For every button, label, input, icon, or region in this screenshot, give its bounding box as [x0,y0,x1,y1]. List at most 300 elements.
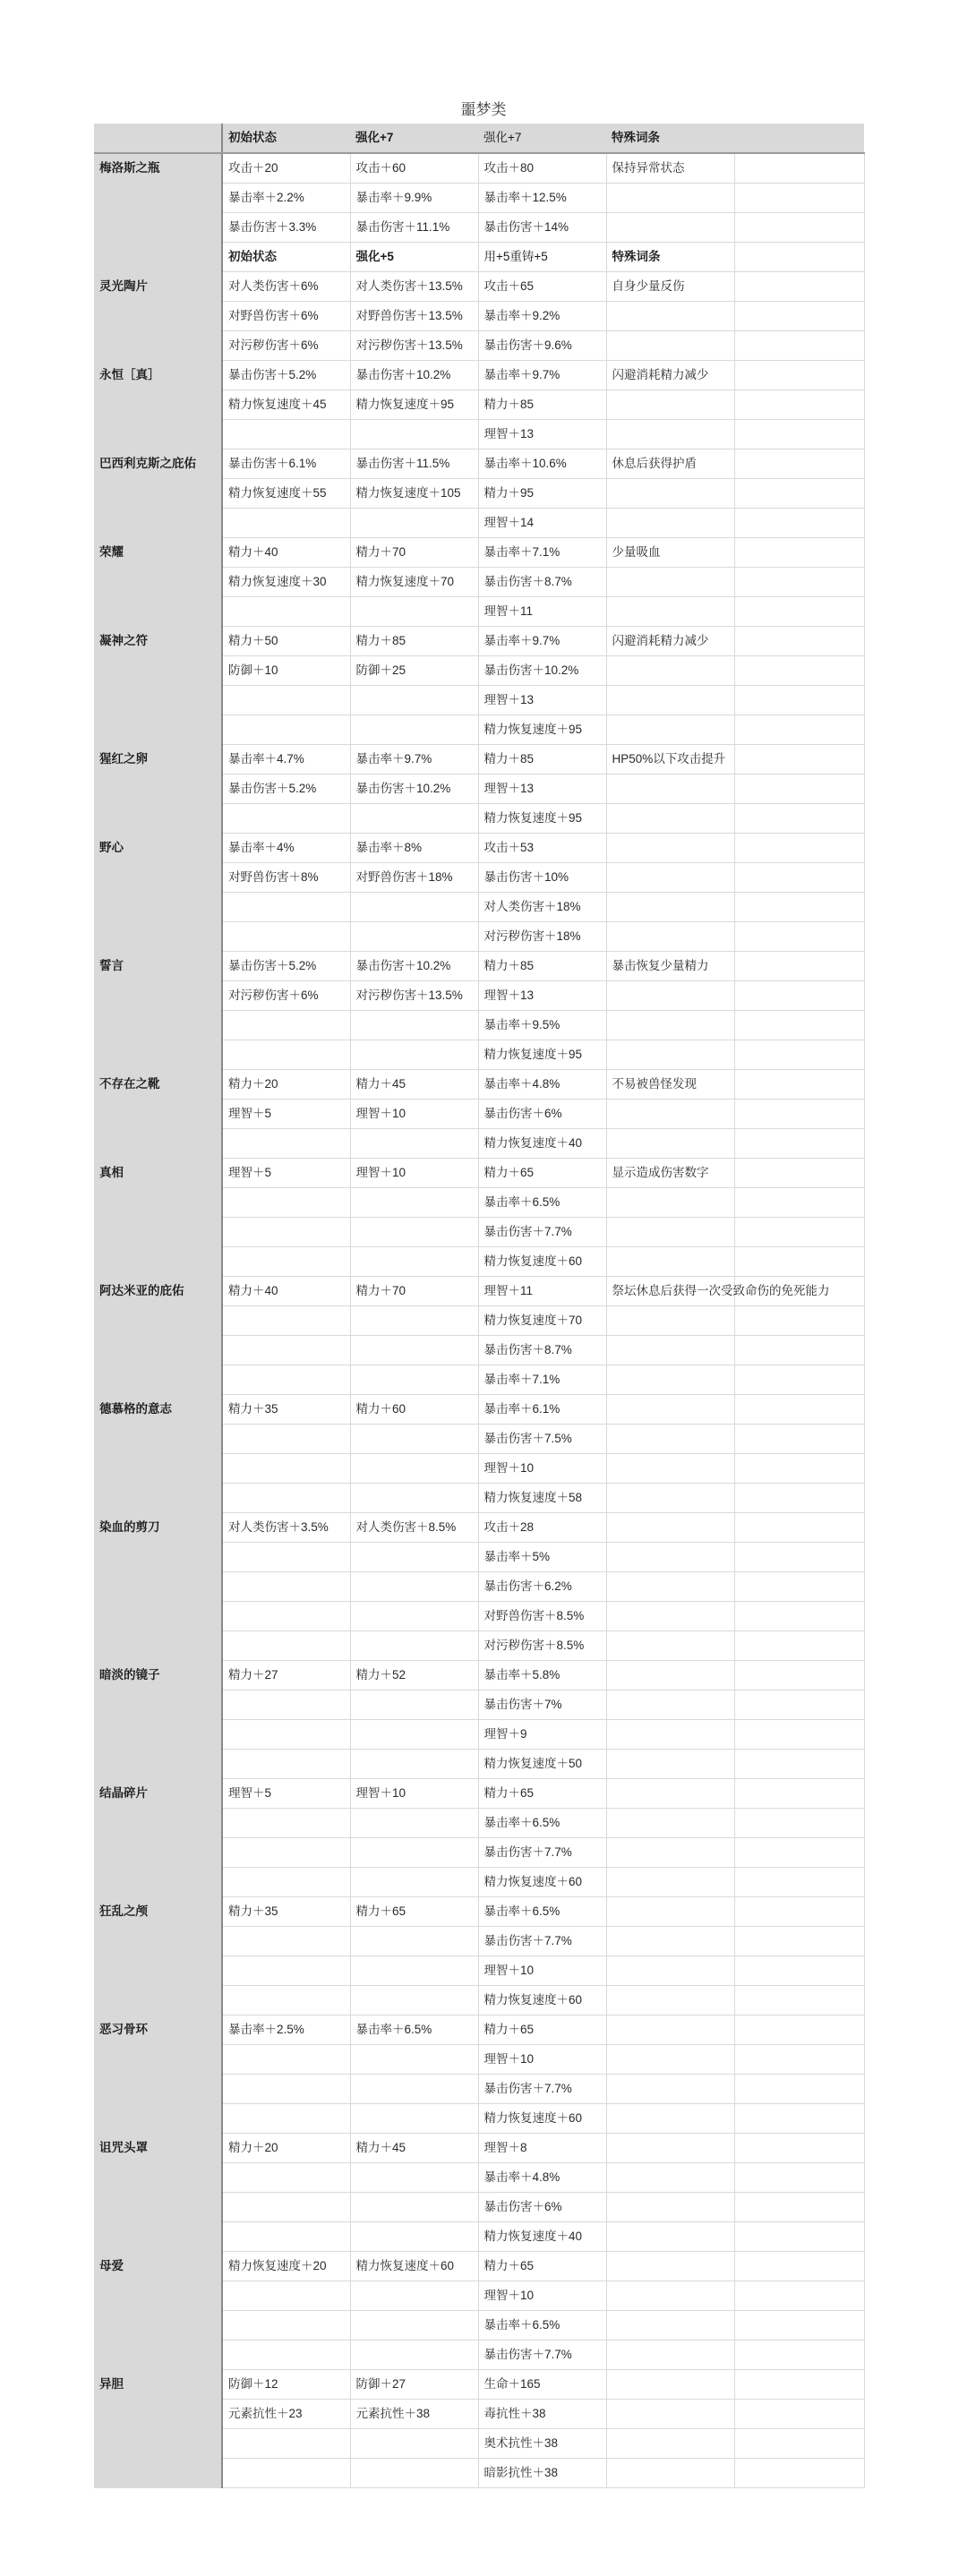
stat-cell: 精力恢复速度＋70 [478,1306,606,1336]
stat-cell [606,420,734,449]
stat-cell: 理智＋8 [478,2134,606,2163]
stat-cell: 精力恢复速度＋60 [350,2252,478,2281]
stat-cell [350,420,478,449]
header-cell: 强化+7 [478,124,606,153]
stat-cell [734,272,864,302]
stat-cell [606,715,734,745]
stat-cell [222,1425,350,1454]
stat-cell [222,2459,350,2488]
stat-cell [350,1809,478,1838]
nightmare-table [94,124,865,2488]
stat-cell: 精力＋45 [350,2134,478,2163]
stat-cell [350,1543,478,1572]
stat-cell: 暴击伤害＋6% [478,1100,606,1129]
table-row [94,1395,864,1425]
item-name: 异胆 [94,2370,222,2488]
stat-cell [734,1720,864,1750]
item-name: 阿达米亚的庇佑 [94,1277,222,1395]
stat-cell: 精力恢复速度＋60 [478,1868,606,1897]
stat-cell: 精力恢复速度＋60 [478,1247,606,1277]
table-row [94,745,864,775]
stat-cell [222,1690,350,1720]
stat-cell [734,1100,864,1129]
stat-cell: 不易被兽怪发现 [606,1070,734,1100]
stat-cell: 暴击伤害＋5.2% [222,361,350,390]
stat-cell: 理智＋10 [350,1100,478,1129]
stat-cell [734,597,864,627]
stat-cell [222,1572,350,1602]
stat-cell: 闪避消耗精力减少 [606,627,734,656]
stat-cell [222,2075,350,2104]
stat-cell: 精力恢复速度＋55 [222,479,350,509]
stat-cell [350,804,478,834]
stat-cell [734,627,864,656]
stat-cell [734,479,864,509]
item-name: 德慕格的意志 [94,1395,222,1513]
stat-cell [734,331,864,361]
stat-cell [222,1247,350,1277]
stat-cell: 暴击伤害＋6.1% [222,449,350,479]
stat-cell: 暴击伤害＋7.7% [478,1218,606,1247]
stat-cell [222,1454,350,1484]
stat-cell [734,568,864,597]
stat-cell: 精力恢复速度＋60 [478,2104,606,2134]
stat-cell [606,2459,734,2488]
stat-cell [606,1543,734,1572]
stat-cell [350,1336,478,1365]
stat-cell [606,1395,734,1425]
stat-cell [222,2341,350,2370]
stat-cell: 精力恢复速度＋95 [478,1040,606,1070]
table-row [94,2252,864,2281]
stat-cell: 暴击率＋6.5% [350,2015,478,2045]
header-cell: 强化+7 [350,124,478,153]
item-name: 猩红之卵 [94,745,222,834]
stat-cell: 暴击伤害＋9.6% [478,331,606,361]
stat-cell [350,2459,478,2488]
stat-cell: 暴击伤害＋10% [478,863,606,893]
stat-cell [606,1986,734,2015]
stat-cell [606,1040,734,1070]
stat-cell [350,597,478,627]
stat-cell: 对人类伤害＋6% [222,272,350,302]
item-name: 恶习骨环 [94,2015,222,2134]
stat-cell [734,1543,864,1572]
stat-cell: 精力恢复速度＋45 [222,390,350,420]
stat-cell: 精力恢复速度＋50 [478,1750,606,1779]
page-title: 噩梦类 [460,101,507,118]
stat-cell: 精力＋85 [478,390,606,420]
stat-cell: 暴击率＋8% [350,834,478,863]
stat-cell [734,893,864,922]
stat-cell [606,1336,734,1365]
stat-cell [350,2429,478,2459]
stat-cell [350,1218,478,1247]
stat-cell: 暴击率＋6.5% [478,2311,606,2341]
stat-cell [734,1425,864,1454]
stat-cell [606,1809,734,1838]
stat-cell: 暴击率＋6.5% [478,1188,606,1218]
stat-cell: 对人类伤害＋18% [478,893,606,922]
table-row [94,2370,864,2400]
stat-cell: 对野兽伤害＋18% [350,863,478,893]
stat-cell [734,1572,864,1602]
stat-cell: 暴击伤害＋10.2% [350,952,478,981]
stat-cell [606,656,734,686]
stat-cell [734,1750,864,1779]
table-row [94,1070,864,1100]
stat-cell: 精力恢复速度＋105 [350,479,478,509]
stat-cell [734,1809,864,1838]
stat-cell: 暴击率＋7.1% [478,538,606,568]
stat-cell: 理智＋13 [478,775,606,804]
stat-cell [222,1868,350,1897]
stat-cell: 精力＋60 [350,1395,478,1425]
stat-cell [350,1425,478,1454]
stat-cell: 精力＋70 [350,1277,478,1306]
stat-cell [734,1129,864,1159]
stat-cell [734,2045,864,2075]
stat-cell: 理智＋9 [478,1720,606,1750]
stat-cell [606,1956,734,1986]
stat-cell [734,1897,864,1927]
table-row [94,1779,864,1809]
stat-cell [222,1040,350,1070]
stat-cell: 暴击率＋4.7% [222,745,350,775]
stat-cell [734,715,864,745]
stat-cell: 精力恢复速度＋60 [478,1986,606,2015]
stat-cell [350,2311,478,2341]
stat-cell [734,1513,864,1543]
stat-cell: 防御＋12 [222,2370,350,2400]
stat-cell [606,1927,734,1956]
stat-cell [734,1159,864,1188]
item-name: 永恒［真］ [94,361,222,449]
stat-cell: 生命＋165 [478,2370,606,2400]
stat-cell [222,715,350,745]
item-name: 誓言 [94,952,222,1070]
table-row [94,1513,864,1543]
table-row [94,952,864,981]
stat-cell: 攻击＋60 [350,153,478,184]
stat-cell: 毒抗性＋38 [478,2400,606,2429]
stat-cell [350,1986,478,2015]
stat-cell [350,1306,478,1336]
stat-cell [734,2015,864,2045]
stat-cell [350,922,478,952]
stat-cell [350,2281,478,2311]
stat-cell [222,1986,350,2015]
header-row [94,124,864,153]
stat-cell: 暴击率＋5% [478,1543,606,1572]
stat-cell [222,1011,350,1040]
stat-cell [222,1602,350,1631]
stat-cell: 精力＋52 [350,1661,478,1690]
stat-cell [222,1543,350,1572]
stat-cell [222,2045,350,2075]
stat-cell [734,243,864,272]
stat-cell [734,2281,864,2311]
stat-cell: 对污秽伤害＋13.5% [350,981,478,1011]
stat-cell: 初始状态 [222,243,350,272]
stat-cell [734,1336,864,1365]
item-name: 诅咒头罩 [94,2134,222,2252]
stat-cell [734,1986,864,2015]
stat-cell [606,2045,734,2075]
stat-cell: 精力＋95 [478,479,606,509]
stat-cell [606,686,734,715]
stat-cell: 理智＋10 [478,2281,606,2311]
stat-cell: 暴击伤害＋11.1% [350,213,478,243]
stat-cell: 暴击率＋9.7% [478,361,606,390]
stat-cell [222,1336,350,1365]
stat-cell [734,2134,864,2163]
stat-cell: 暴击率＋2.2% [222,184,350,213]
stat-cell: 精力＋20 [222,2134,350,2163]
stat-cell: 理智＋10 [350,1159,478,1188]
stat-cell [222,804,350,834]
stat-cell [350,1602,478,1631]
stat-cell [606,509,734,538]
stat-cell [606,775,734,804]
stat-cell [350,2075,478,2104]
stat-cell: 精力恢复速度＋40 [478,2222,606,2252]
stat-cell [350,1720,478,1750]
stat-cell [222,1750,350,1779]
stat-cell [606,1218,734,1247]
stat-cell: 对野兽伤害＋8.5% [478,1602,606,1631]
stat-cell [606,2193,734,2222]
stat-cell: 对野兽伤害＋6% [222,302,350,331]
stat-cell [350,1188,478,1218]
subheader-row [94,243,864,272]
stat-cell: 暴击伤害＋5.2% [222,952,350,981]
stat-cell [222,686,350,715]
stat-cell [734,1011,864,1040]
stat-cell [606,1365,734,1395]
table-row [94,1661,864,1690]
stat-cell [222,922,350,952]
stat-cell [222,2429,350,2459]
stat-cell: 精力＋50 [222,627,350,656]
stat-cell: 精力＋20 [222,1070,350,1100]
stat-cell [606,2341,734,2370]
stat-cell: 精力＋65 [478,1159,606,1188]
item-name: 暗淡的镜子 [94,1661,222,1779]
stat-cell: 用+5重铸+5 [478,243,606,272]
stat-cell: 强化+5 [350,243,478,272]
stat-cell: 暴击伤害＋7% [478,1690,606,1720]
stat-cell [606,2252,734,2281]
stat-cell: 暴击伤害＋10.2% [350,361,478,390]
stat-cell [734,1040,864,1070]
table-row [94,834,864,863]
stat-cell [222,1720,350,1750]
stat-cell: 精力恢复速度＋95 [478,804,606,834]
stat-cell [606,184,734,213]
stat-cell: 理智＋11 [478,597,606,627]
item-name: 凝神之符 [94,627,222,745]
stat-cell: 理智＋10 [478,1956,606,1986]
stat-cell [222,1956,350,1986]
stat-cell [222,1129,350,1159]
stat-cell [734,834,864,863]
stat-cell [606,597,734,627]
stat-cell [734,1690,864,1720]
stat-cell [222,1306,350,1336]
stat-cell [734,1927,864,1956]
stat-cell [734,1218,864,1247]
stat-cell: 理智＋10 [350,1779,478,1809]
stat-cell: 暴击率＋7.1% [478,1365,606,1395]
stat-cell: 精力＋85 [350,627,478,656]
stat-cell [734,1602,864,1631]
stat-cell: 攻击＋20 [222,153,350,184]
item-name: 结晶碎片 [94,1779,222,1897]
stat-cell: 暴击率＋6.5% [478,1897,606,1927]
stat-cell [222,1365,350,1395]
stat-cell: 攻击＋28 [478,1513,606,1543]
table-row [94,1159,864,1188]
table-row [94,538,864,568]
stat-cell: 精力恢复速度＋30 [222,568,350,597]
stat-cell [606,1750,734,1779]
stat-cell [350,1040,478,1070]
stat-cell: 攻击＋80 [478,153,606,184]
stat-cell [606,213,734,243]
stat-cell: 暗影抗性＋38 [478,2459,606,2488]
stat-cell [222,1218,350,1247]
stat-cell: 暴击伤害＋11.5% [350,449,478,479]
stat-cell [734,1661,864,1690]
stat-cell: 精力恢复速度＋20 [222,2252,350,2281]
item-name: 不存在之靴 [94,1070,222,1159]
stat-cell: 精力＋70 [350,538,478,568]
stat-cell [606,1720,734,1750]
stat-cell [350,1011,478,1040]
stat-cell [606,834,734,863]
item-name: 荣耀 [94,538,222,627]
stat-cell [606,2370,734,2400]
stat-cell [222,1188,350,1218]
stat-cell: 暴击率＋4.8% [478,2163,606,2193]
stat-cell [734,1395,864,1425]
stat-cell: 理智＋14 [478,509,606,538]
stat-cell: 休息后获得护盾 [606,449,734,479]
stat-cell [350,1750,478,1779]
stat-cell [734,2400,864,2429]
item-name: 母爱 [94,2252,222,2370]
stat-cell [222,2104,350,2134]
stat-cell [222,1927,350,1956]
stat-cell [734,213,864,243]
stat-cell [606,390,734,420]
stat-cell [606,1631,734,1661]
stat-cell: 暴击伤害＋8.7% [478,1336,606,1365]
stat-cell [734,449,864,479]
stat-cell: 暴击伤害＋10.2% [350,775,478,804]
stat-cell: 闪避消耗精力减少 [606,361,734,390]
stat-cell [606,1779,734,1809]
stat-cell: 精力恢复速度＋95 [478,715,606,745]
stat-cell [350,1838,478,1868]
stat-cell: 暴击率＋9.7% [478,627,606,656]
stat-cell: 防御＋10 [222,656,350,686]
stat-cell [734,745,864,775]
stat-cell: 精力＋65 [478,2252,606,2281]
stat-cell [606,804,734,834]
stat-cell: 暴击率＋9.9% [350,184,478,213]
stat-cell: 暴击伤害＋5.2% [222,775,350,804]
stat-cell: 暴击伤害＋7.7% [478,2341,606,2370]
stat-cell: 奥术抗性＋38 [478,2429,606,2459]
stat-cell [350,686,478,715]
stat-cell [734,2341,864,2370]
stat-cell: 对污秽伤害＋8.5% [478,1631,606,1661]
stat-cell [734,538,864,568]
stat-cell: 暴击率＋9.5% [478,1011,606,1040]
stat-cell: 防御＋27 [350,2370,478,2400]
stat-cell: 少量吸血 [606,538,734,568]
stat-cell [734,952,864,981]
item-name: 巴西利克斯之庇佑 [94,449,222,538]
stat-cell [350,1129,478,1159]
stat-cell: 精力＋27 [222,1661,350,1690]
stat-cell [606,1484,734,1513]
stat-cell: 暴击伤害＋6.2% [478,1572,606,1602]
stat-cell [606,1100,734,1129]
stat-cell: 暴击恢复少量精力 [606,952,734,981]
stat-cell [222,1484,350,1513]
table-row [94,153,864,184]
stat-cell [606,302,734,331]
stat-cell [350,1572,478,1602]
stat-cell: 精力恢复速度＋58 [478,1484,606,1513]
stat-cell [606,2104,734,2134]
table-row [94,272,864,302]
stat-cell [222,597,350,627]
stat-cell [734,1365,864,1395]
stat-cell [350,1365,478,1395]
stat-cell [734,1631,864,1661]
stat-cell: 暴击率＋4.8% [478,1070,606,1100]
stat-cell: 精力＋65 [478,2015,606,2045]
stat-cell [606,1129,734,1159]
stat-cell [734,2075,864,2104]
table-row [94,1277,864,1306]
stat-cell: 保持异常状态 [606,153,734,184]
stat-cell [606,863,734,893]
stat-cell: 暴击伤害＋3.3% [222,213,350,243]
stat-cell [734,686,864,715]
table-row [94,449,864,479]
stat-cell: 暴击率＋2.5% [222,2015,350,2045]
table-row [94,1897,864,1927]
stat-cell [606,1690,734,1720]
stat-cell: 理智＋5 [222,1779,350,1809]
stat-cell: 攻击＋65 [478,272,606,302]
stat-cell [734,420,864,449]
stat-cell [606,1188,734,1218]
stat-cell: 对污秽伤害＋13.5% [350,331,478,361]
stat-cell [350,1927,478,1956]
stat-cell [734,1188,864,1218]
stat-cell: 暴击伤害＋10.2% [478,656,606,686]
stat-cell: 对野兽伤害＋8% [222,863,350,893]
stat-cell [222,2163,350,2193]
stat-cell [606,1838,734,1868]
stat-cell [222,2222,350,2252]
